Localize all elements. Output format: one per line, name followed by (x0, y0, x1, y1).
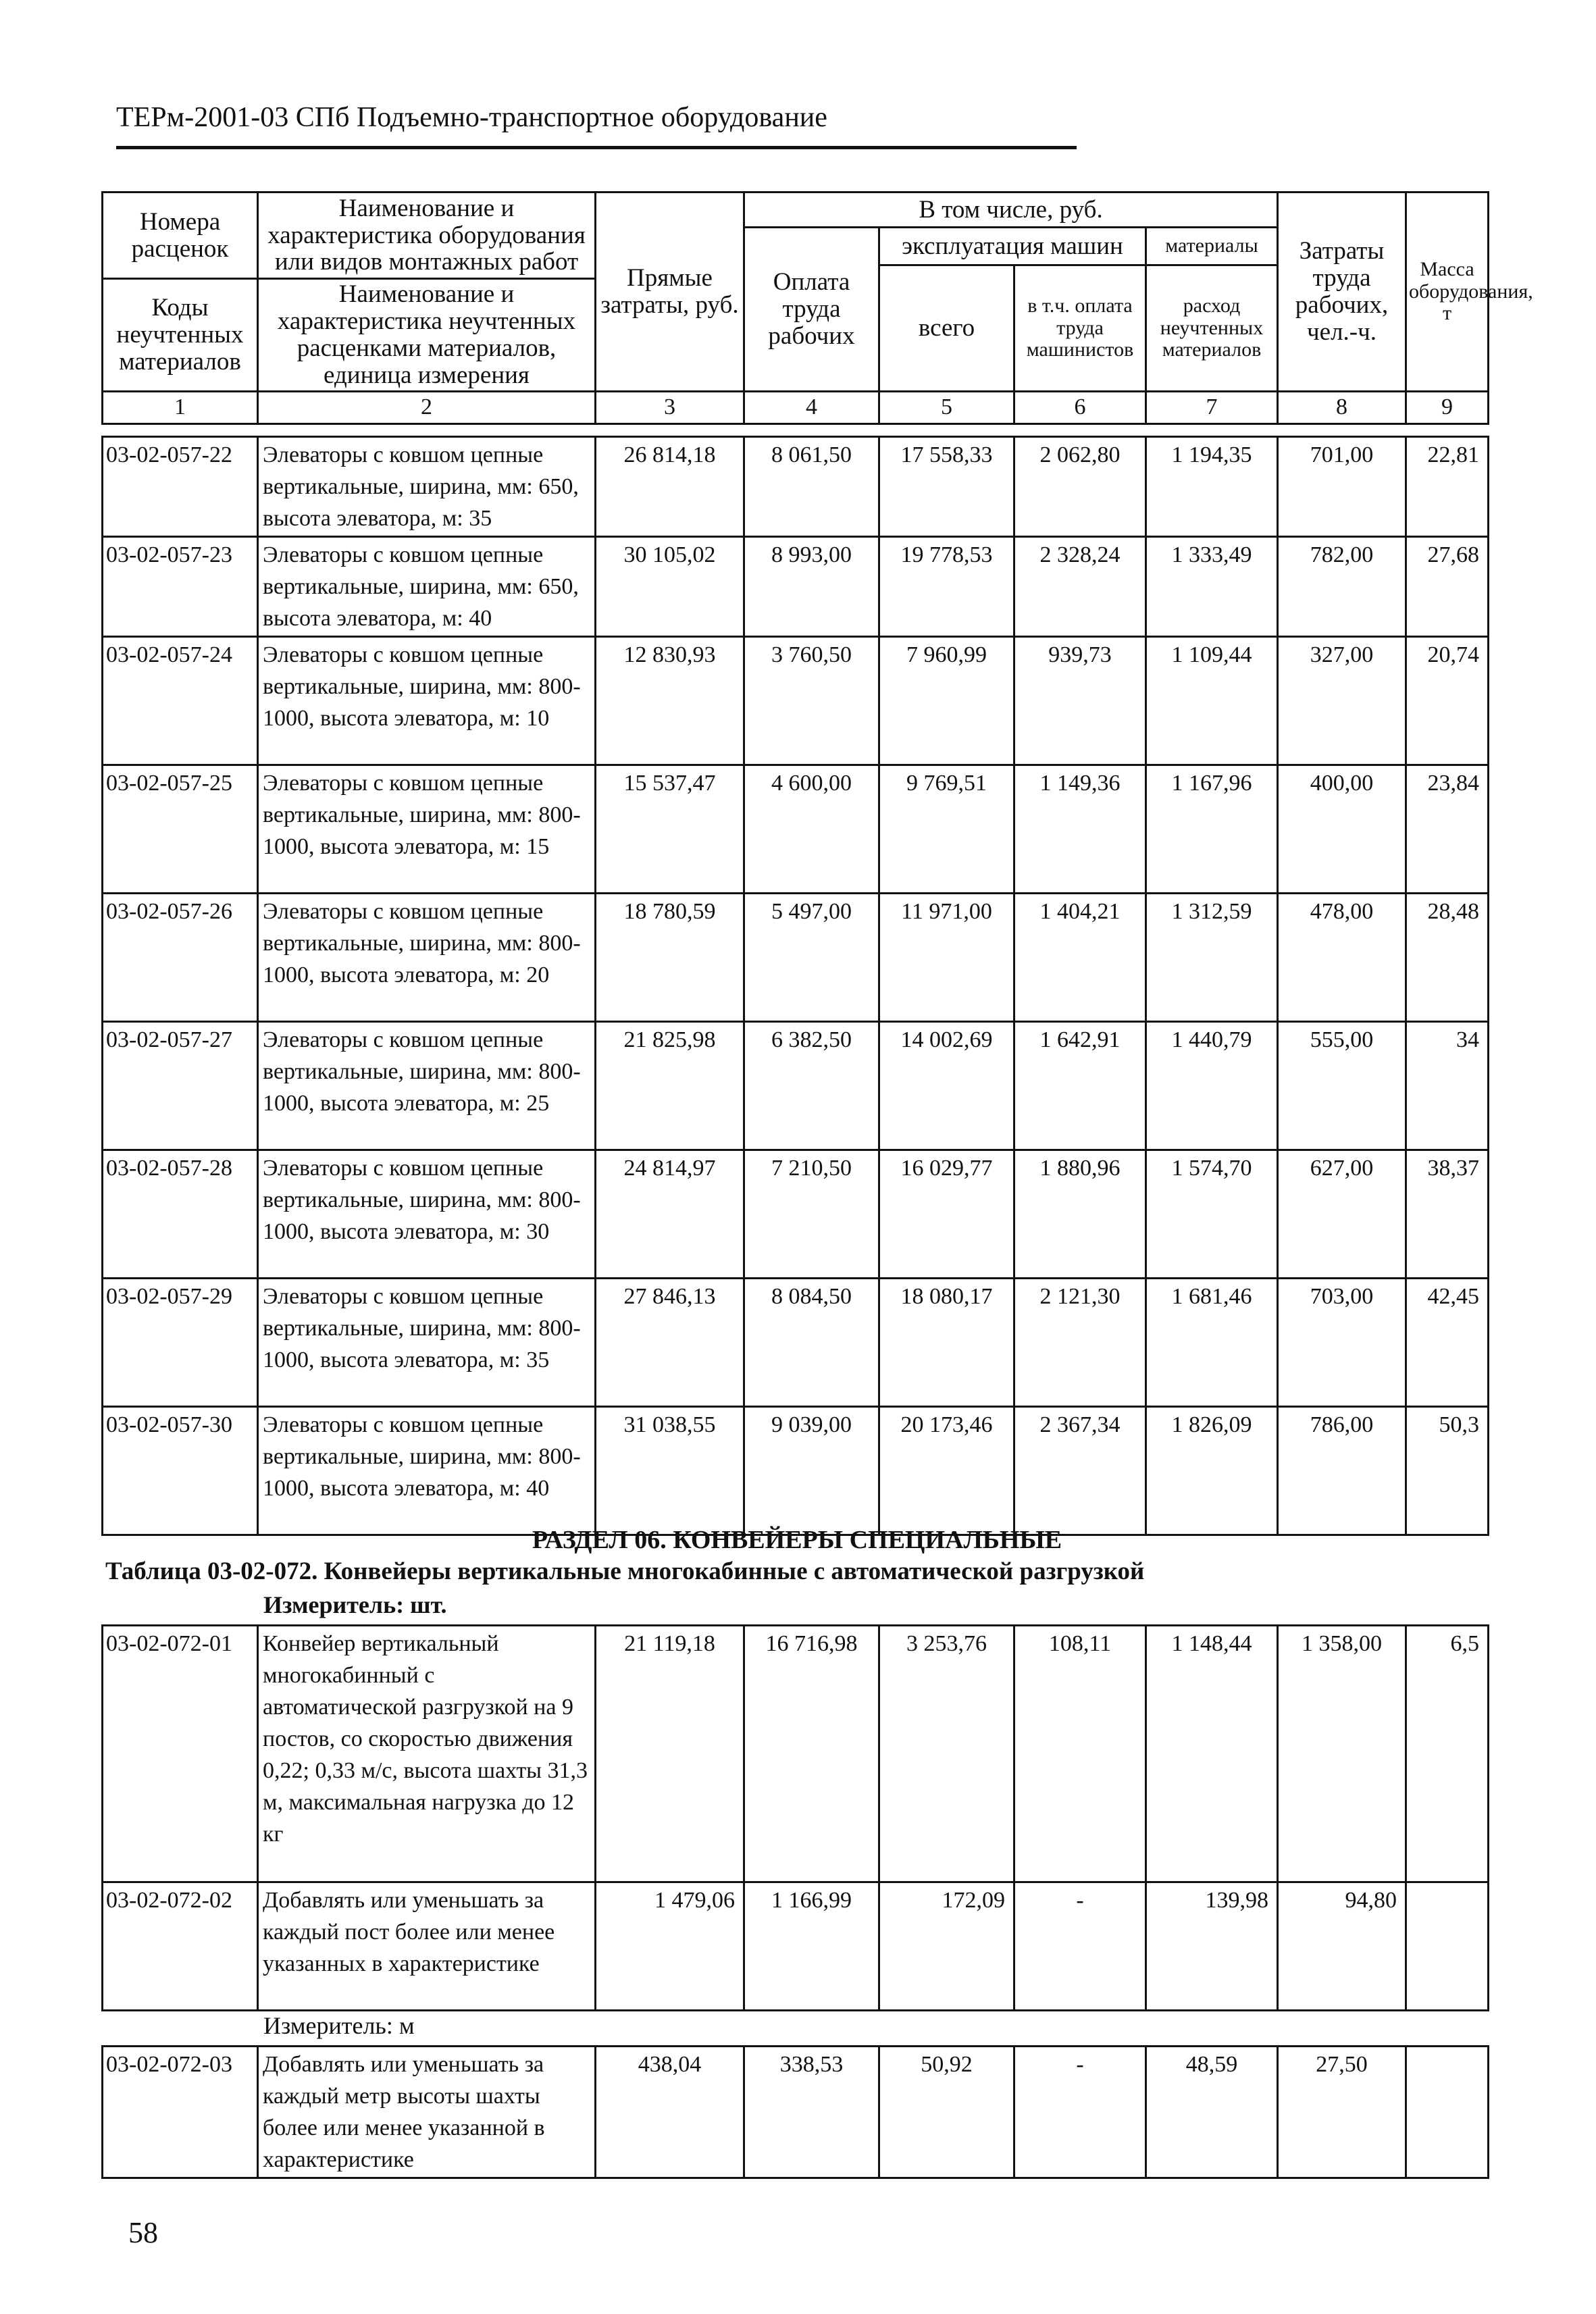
rate-code: 03-02-057-25 (103, 765, 258, 894)
col5-header: всего (879, 265, 1014, 392)
page-number: 58 (128, 2216, 158, 2249)
equipment-mass: 28,48 (1406, 894, 1489, 1022)
materials-cost: 1 167,96 (1146, 765, 1278, 894)
machine-cost-total: 17 558,33 (879, 437, 1014, 537)
col7-header: расход неучтенных материалов (1146, 265, 1278, 392)
column-number-6: 6 (1014, 391, 1146, 423)
direct-cost: 12 830,93 (596, 637, 744, 765)
table-072-meters (101, 2045, 1489, 2179)
rate-code: 03-02-057-29 (103, 1279, 258, 1407)
machine-cost-total: 11 971,00 (879, 894, 1014, 1022)
col8-header: Затраты труда рабочих, чел.-ч. (1278, 192, 1406, 392)
table-row (103, 1626, 1489, 1882)
machine-cost-total: 20 173,46 (879, 1407, 1014, 1535)
equipment-mass: 20,74 (1406, 637, 1489, 765)
machine-operator-labor: 2 328,24 (1014, 537, 1146, 637)
equipment-mass: 34 (1406, 1022, 1489, 1150)
labor-hours: 327,00 (1278, 637, 1406, 765)
column-number-7: 7 (1146, 391, 1278, 423)
direct-cost: 30 105,02 (596, 537, 744, 637)
materials-cost: 1 194,35 (1146, 437, 1278, 537)
table-row (103, 2047, 1489, 2178)
col4-header: Оплата труда рабочих (744, 228, 879, 392)
section-title: РАЗДЕЛ 06. КОНВЕЙЕРЫ СПЕЦИАЛЬНЫЕ (532, 1526, 1062, 1554)
labor-hours: 701,00 (1278, 437, 1406, 537)
materials-cost: 1 826,09 (1146, 1407, 1278, 1535)
labor-cost: 16 716,98 (744, 1626, 879, 1882)
labor-cost: 6 382,50 (744, 1022, 879, 1150)
unit-label-meters: Измеритель: м (263, 2012, 415, 2039)
materials-cost: 1 440,79 (1146, 1022, 1278, 1150)
table-row (103, 437, 1489, 537)
column-number-row (103, 391, 1489, 423)
table-row (103, 765, 1489, 894)
table-row (103, 1150, 1489, 1279)
labor-cost: 338,53 (744, 2047, 879, 2178)
table-row (103, 1882, 1489, 2011)
equipment-mass: 22,81 (1406, 437, 1489, 537)
rate-name: Элеваторы с ковшом цепные вертикальные, ширина, мм: 650, высота элеватора, м: 40 (258, 537, 596, 637)
materials-cost: 48,59 (1146, 2047, 1278, 2178)
col2-bottom-header: Наименование и характеристика неучтенных расценками материалов, единица измерения (258, 279, 596, 392)
direct-cost: 15 537,47 (596, 765, 744, 894)
column-number-8: 8 (1278, 391, 1406, 423)
rate-code: 03-02-057-24 (103, 637, 258, 765)
machine-cost-total: 14 002,69 (879, 1022, 1014, 1150)
table-row (103, 537, 1489, 637)
machine-cost-total: 3 253,76 (879, 1626, 1014, 1882)
labor-cost: 1 166,99 (744, 1882, 879, 2011)
rate-name: Конвейер вертикальный многокабинный с автоматической разгрузкой на 9 постов, со скоростью движения 0,22; 0,33 м/с, высота шахты 31,3 м, максимальная нагрузка до 12 кг (258, 1626, 596, 1882)
machine-operator-labor: 2 121,30 (1014, 1279, 1146, 1407)
materials-cost: 1 574,70 (1146, 1150, 1278, 1279)
materials-cost: 1 312,59 (1146, 894, 1278, 1022)
equipment-mass (1406, 1882, 1489, 2011)
equipment-mass: 6,5 (1406, 1626, 1489, 1882)
labor-cost: 8 061,50 (744, 437, 879, 537)
labor-hours: 703,00 (1278, 1279, 1406, 1407)
labor-hours: 400,00 (1278, 765, 1406, 894)
machine-operator-labor: 108,11 (1014, 1626, 1146, 1882)
machine-cost-total: 18 080,17 (879, 1279, 1014, 1407)
column-number-1: 1 (103, 391, 258, 423)
rate-name: Добавлять или уменьшать за каждый метр высоты шахты более или менее указанной в характеристике (258, 2047, 596, 2178)
machine-cost-total: 19 778,53 (879, 537, 1014, 637)
table-row (103, 637, 1489, 765)
col9-header: Масса оборудования, т (1406, 192, 1489, 392)
rate-name: Элеваторы с ковшом цепные вертикальные, ширина, мм: 800-1000, высота элеватора, м: 35 (258, 1279, 596, 1407)
rate-name: Элеваторы с ковшом цепные вертикальные, ширина, мм: 800-1000, высота элеватора, м: 30 (258, 1150, 596, 1279)
materials-cost: 1 109,44 (1146, 637, 1278, 765)
table-row (103, 894, 1489, 1022)
rate-name: Элеваторы с ковшом цепные вертикальные, ширина, мм: 800-1000, высота элеватора, м: 25 (258, 1022, 596, 1150)
labor-cost: 9 039,00 (744, 1407, 879, 1535)
direct-cost: 26 814,18 (596, 437, 744, 537)
machine-cost-total: 9 769,51 (879, 765, 1014, 894)
column-number-3: 3 (596, 391, 744, 423)
machine-operator-labor: - (1014, 2047, 1146, 2178)
rate-code: 03-02-057-30 (103, 1407, 258, 1535)
machine-cost-total: 16 029,77 (879, 1150, 1014, 1279)
direct-cost: 1 479,06 (596, 1882, 744, 2011)
table-072-pieces (101, 1624, 1489, 2011)
table-057 (101, 436, 1489, 1536)
page-header-title: ТЕРм-2001-03 СПб Подъемно-транспортное оборудование (116, 101, 1077, 149)
equipment-mass (1406, 2047, 1489, 2178)
rate-name: Элеваторы с ковшом цепные вертикальные, ширина, мм: 800-1000, высота элеватора, м: 10 (258, 637, 596, 765)
direct-cost: 438,04 (596, 2047, 744, 2178)
direct-cost: 21 825,98 (596, 1022, 744, 1150)
table-row (103, 1022, 1489, 1150)
direct-cost: 27 846,13 (596, 1279, 744, 1407)
col1-top-header: Номера расценок (103, 192, 258, 279)
labor-hours: 1 358,00 (1278, 1626, 1406, 1882)
labor-hours: 27,50 (1278, 2047, 1406, 2178)
rate-code: 03-02-072-03 (103, 2047, 258, 2178)
materials-cost: 1 333,49 (1146, 537, 1278, 637)
labor-cost: 3 760,50 (744, 637, 879, 765)
equipment-mass: 23,84 (1406, 765, 1489, 894)
unit-label-pieces: Измеритель: шт. (263, 1591, 447, 1618)
labor-cost: 8 084,50 (744, 1279, 879, 1407)
column-number-2: 2 (258, 391, 596, 423)
labor-hours: 782,00 (1278, 537, 1406, 637)
equipment-mass: 42,45 (1406, 1279, 1489, 1407)
machine-operator-labor: - (1014, 1882, 1146, 2011)
group-header-including: В том числе, руб. (744, 192, 1278, 228)
equipment-mass: 50,3 (1406, 1407, 1489, 1535)
labor-hours: 94,80 (1278, 1882, 1406, 2011)
column-number-5: 5 (879, 391, 1014, 423)
labor-cost: 7 210,50 (744, 1150, 879, 1279)
group-header-machines: эксплуатация машин (879, 228, 1146, 265)
rate-code: 03-02-057-22 (103, 437, 258, 537)
equipment-mass: 27,68 (1406, 537, 1489, 637)
col6-header: в т.ч. оплата труда машинистов (1014, 265, 1146, 392)
materials-cost: 139,98 (1146, 1882, 1278, 2011)
rate-code: 03-02-072-02 (103, 1882, 258, 2011)
labor-hours: 555,00 (1278, 1022, 1406, 1150)
labor-hours: 478,00 (1278, 894, 1406, 1022)
machine-operator-labor: 1 149,36 (1014, 765, 1146, 894)
col3-header: Прямые затраты, руб. (596, 192, 744, 392)
machine-cost-total: 7 960,99 (879, 637, 1014, 765)
direct-cost: 18 780,59 (596, 894, 744, 1022)
col1-bottom-header: Коды неучтенных материалов (103, 279, 258, 392)
direct-cost: 24 814,97 (596, 1150, 744, 1279)
table-header (101, 191, 1533, 425)
column-number-4: 4 (744, 391, 879, 423)
rate-code: 03-02-057-23 (103, 537, 258, 637)
rate-name: Элеваторы с ковшом цепные вертикальные, ширина, мм: 650, высота элеватора, м: 35 (258, 437, 596, 537)
rate-name: Элеваторы с ковшом цепные вертикальные, ширина, мм: 800-1000, высота элеватора, м: 40 (258, 1407, 596, 1535)
machine-cost-total: 172,09 (879, 1882, 1014, 2011)
machine-operator-labor: 1 880,96 (1014, 1150, 1146, 1279)
group-header-materials: материалы (1146, 228, 1278, 265)
col2-top-header: Наименование и характеристика оборудования или видов монтажных работ (258, 192, 596, 279)
rate-name: Элеваторы с ковшом цепные вертикальные, ширина, мм: 800-1000, высота элеватора, м: 15 (258, 765, 596, 894)
materials-cost: 1 148,44 (1146, 1626, 1278, 1882)
machine-operator-labor: 2 062,80 (1014, 437, 1146, 537)
rate-code: 03-02-057-27 (103, 1022, 258, 1150)
direct-cost: 21 119,18 (596, 1626, 744, 1882)
table-row (103, 1279, 1489, 1407)
equipment-mass: 38,37 (1406, 1150, 1489, 1279)
rate-code: 03-02-057-28 (103, 1150, 258, 1279)
machine-operator-labor: 939,73 (1014, 637, 1146, 765)
materials-cost: 1 681,46 (1146, 1279, 1278, 1407)
labor-cost: 5 497,00 (744, 894, 879, 1022)
machine-operator-labor: 1 642,91 (1014, 1022, 1146, 1150)
labor-cost: 8 993,00 (744, 537, 879, 637)
labor-cost: 4 600,00 (744, 765, 879, 894)
rate-code: 03-02-057-26 (103, 894, 258, 1022)
rate-name: Добавлять или уменьшать за каждый пост более или менее указанных в характеристике (258, 1882, 596, 2011)
rate-name: Элеваторы с ковшом цепные вертикальные, ширина, мм: 800-1000, высота элеватора, м: 20 (258, 894, 596, 1022)
machine-operator-labor: 2 367,34 (1014, 1407, 1146, 1535)
direct-cost: 31 038,55 (596, 1407, 744, 1535)
column-number-9: 9 (1406, 391, 1489, 423)
machine-cost-total: 50,92 (879, 2047, 1014, 2178)
table-title: Таблица 03-02-072. Конвейеры вертикальные многокабинные с автоматической разгрузкой (105, 1558, 1145, 1585)
machine-operator-labor: 1 404,21 (1014, 894, 1146, 1022)
table-row (103, 1407, 1489, 1535)
labor-hours: 627,00 (1278, 1150, 1406, 1279)
rate-code: 03-02-072-01 (103, 1626, 258, 1882)
labor-hours: 786,00 (1278, 1407, 1406, 1535)
